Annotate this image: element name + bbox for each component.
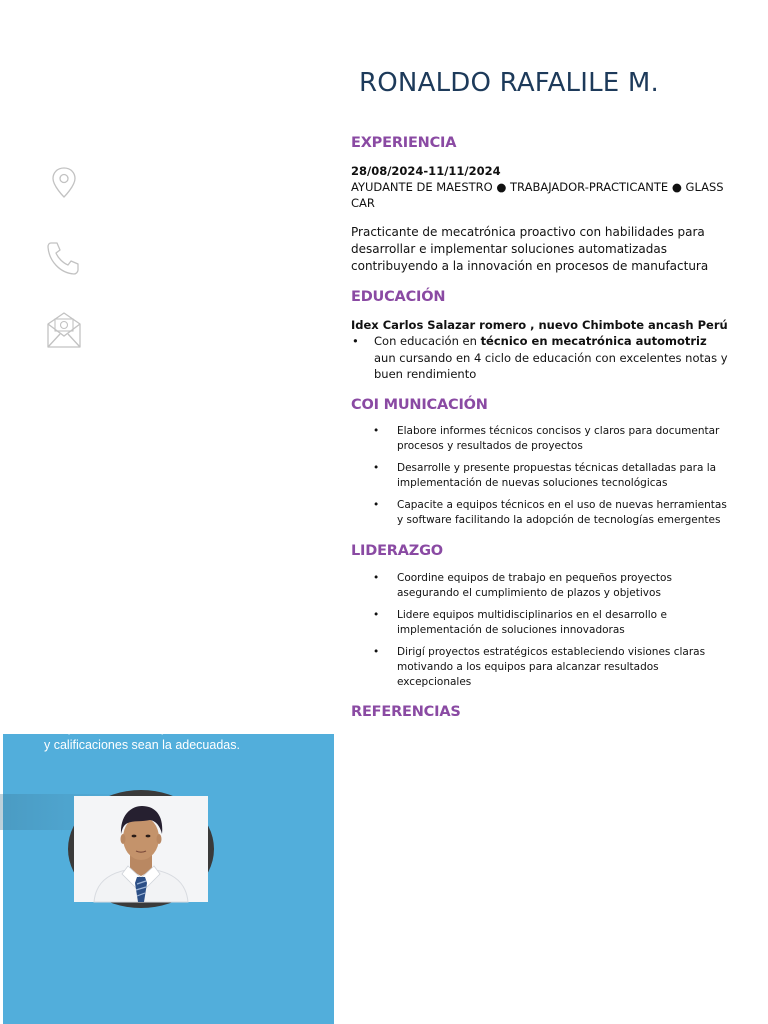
bullet-dot: • [373, 462, 380, 474]
list-item [351, 424, 729, 454]
education-bullet-suffix: aun cursando en 4 ciclo de educación con excelentes notas y buen rendimiento [374, 350, 728, 381]
experience-dates: 28/08/2024-11/11/2024 [351, 164, 501, 178]
education-bullet [351, 333, 729, 383]
experience-role-line-2: CAR [351, 196, 375, 210]
communication-item-text: Elabore informes técnicos concisos y claros para documentar procesos y resultados de proyectos [397, 425, 720, 452]
experience-description: Practicante de mecatrónica proactivo con habilidades para desarrollar e implementar soluciones automatizadas contribuyendo a la innovación en procesos de manufactura [351, 225, 709, 273]
bullet-dot: • [373, 499, 380, 511]
location-pin-icon [50, 166, 78, 200]
list-item [351, 461, 729, 491]
list-item [351, 498, 729, 528]
education-heading: EDUCACIÓN [351, 289, 446, 305]
education-bullet-bold: técnico en mecatrónica automotriz [480, 334, 707, 348]
communication-list [351, 424, 729, 535]
communication-item-text: Desarrolle y presente propuestas técnicas detalladas para la implementación de nuevas soluciones tecnológicas [397, 462, 717, 489]
leadership-item-text: Coordine equipos de trabajo en pequeños proyectos asegurando el cumplimiento de plazos y objetivos [397, 572, 672, 599]
references-heading: REFERENCIAS [351, 704, 461, 720]
candidate-name: RONALDO RAFALILE M. [359, 68, 659, 98]
phone-icon [45, 240, 83, 276]
bullet-dot: • [373, 646, 380, 658]
list-item [351, 645, 729, 690]
communication-heading: COI MUNICACIÓN [351, 397, 488, 413]
education-bullet-prefix: Con educación en [374, 334, 481, 348]
left-column [0, 0, 335, 1024]
bullet-dot: • [373, 425, 380, 437]
bullet-dot: • [373, 572, 380, 584]
list-item [351, 608, 729, 638]
leadership-list [351, 571, 729, 697]
profile-photo [74, 796, 208, 902]
leadership-item-text: Lidere equipos multidisciplinarios en el desarrollo e implementación de soluciones innovadoras [397, 609, 667, 636]
bullet-dot: • [352, 334, 359, 348]
list-item [351, 571, 729, 601]
communication-item-text: Capacite a equipos técnicos en el uso de nuevas herramientas y software facilitando la adopción de tecnologías emergentes [397, 499, 727, 526]
leadership-item-text: Dirigí proyectos estratégicos estableciendo visiones claras motivando a los equipos para alcanzar resultados excepcionales [397, 646, 706, 688]
leadership-heading: LIDERAZGO [351, 543, 443, 559]
email-icon [45, 310, 83, 350]
experience-role-line-1: AYUDANTE DE MAESTRO ● TRABAJADOR-PRACTICANTE ● GLASS [351, 180, 724, 194]
profile-photo-frame [68, 790, 214, 908]
experience-heading: EXPERIENCIA [351, 135, 457, 151]
education-institution: Idex Carlos Salazar romero , nuevo Chimbote ancash Perú [351, 318, 728, 332]
education-bullet-text [374, 333, 729, 383]
bullet-dot: • [373, 609, 380, 621]
about-text: tiempo, ansioso de que mis habilidades y calificaciones sean la adecuadas. [44, 721, 270, 752]
